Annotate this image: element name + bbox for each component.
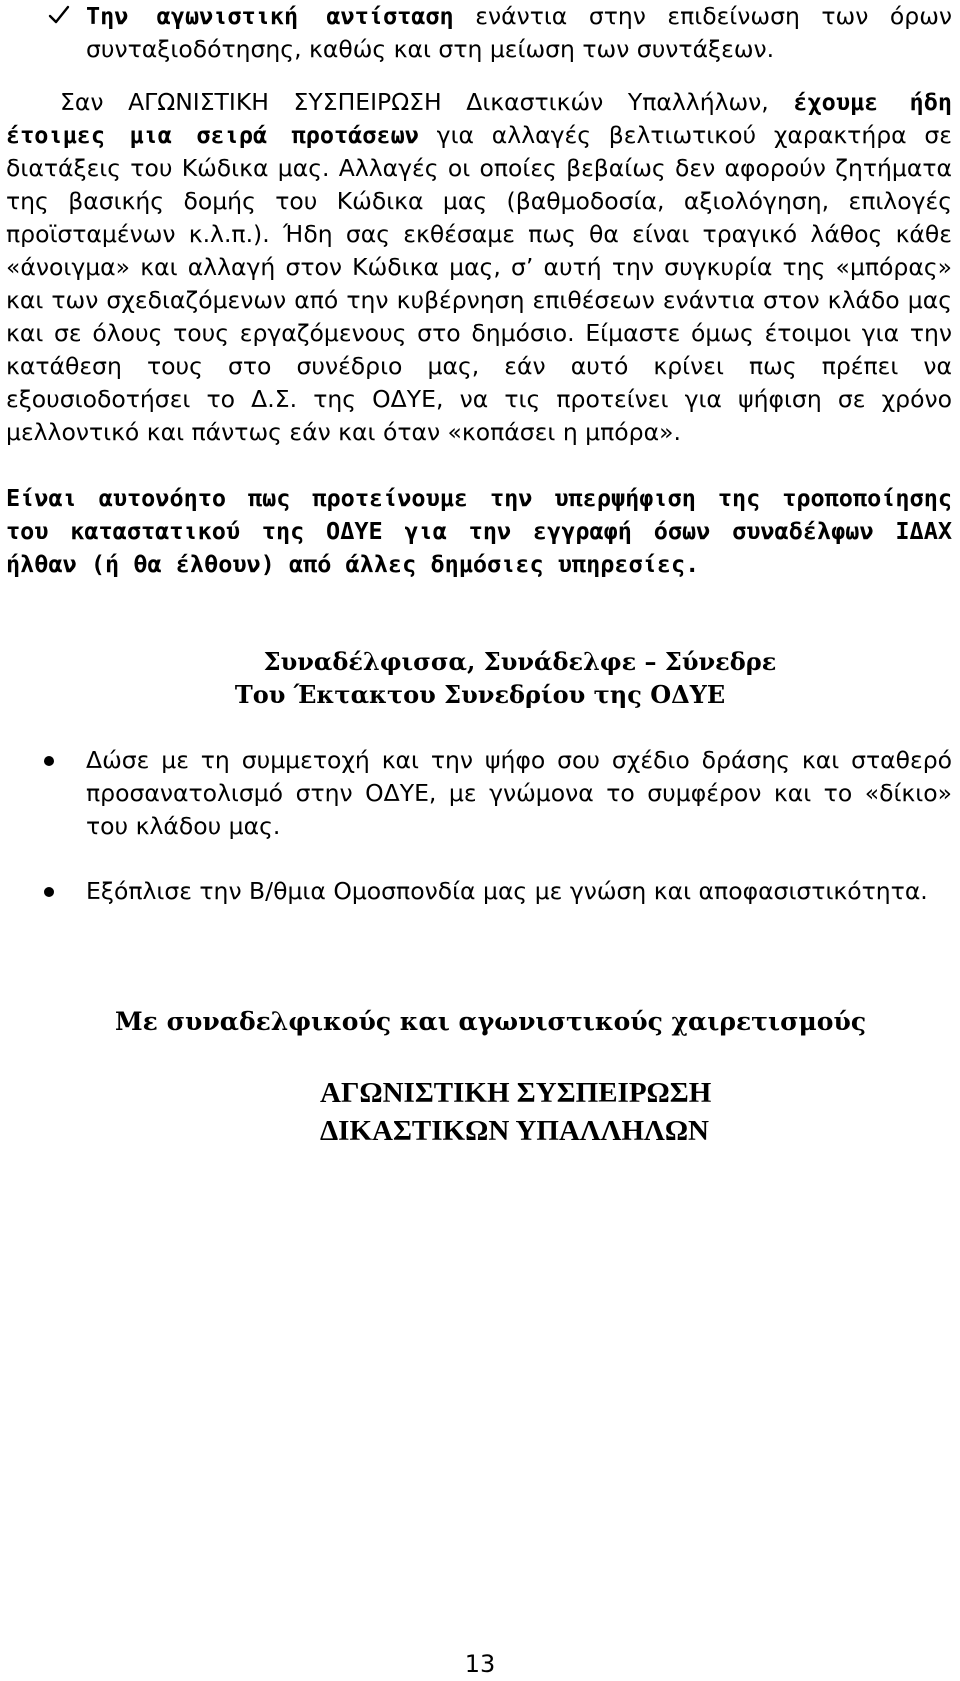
paragraph-proposals-text-2: για αλλαγές βελτιωτικού χαρακτήρα σε διατάξεις του Κώδικα μας. Αλλαγές οι οποίες βεβαίως δεν αφορούν ζητήματα της βασικής δομής του Κώδικα μας (βαθμοδοσία, αξιολόγηση, επιλογές προϊσταμένων κ.λ.π.). Ήδη σας εκθέσαμε πως θα είναι τραγικό λάθος κάθε «άνοιγμα» και αλλαγή στον Κώδικα μας, σ’ αυτή την συγκυρία της «μπόρας» και των σχεδιαζόμενων από την κυβέρνηση επιθέσεων ενάντια στον κλάδο μας και σε όλους τους εργαζόμενους στο δημόσιο. Είμαστε όμως έτοιμοι για την κατάθεση τους στο συνέδριο μας, εάν αυτό κρίνει πως πρέπει να εξουσιοδοτήσει το Δ.Σ. της ΟΔΥΕ, να τις προτείνει για ψήφιση σε χρόνο μελλοντικό και πάντως εάν και όταν «κοπάσει η μπόρα». <box>6 121 952 446</box>
paragraph-proposals-bold: έχουμε ήδη έτοιμες μια σειρά προτάσεων <box>6 88 953 149</box>
bullet-dot-icon <box>44 887 54 897</box>
bullet-dot-icon <box>44 756 54 766</box>
bullet-item-1: Δώσε με τη συμμετοχή και την ψήφο σου σχέδιο δράσης και σταθερό προσανατολισμό στην ΟΔΥΕ, με γνώμονα το συμφέρον και το «δίκιο» του κλάδου μας. <box>86 746 952 840</box>
signature-line-2: ΔΙΚΑΣΤΙΚΩΝ ΥΠΑΛΛΗΛΩΝ <box>320 1115 709 1147</box>
address-line-2: Του Έκτακτου Συνεδρίου της ΟΔΥΕ <box>234 680 726 709</box>
check-item <box>86 0 952 66</box>
check-item-lead: Την αγωνιστική αντίσταση <box>86 2 454 30</box>
closing-greeting: Με συναδελφικούς και αγωνιστικούς χαιρετισμούς <box>115 1007 867 1036</box>
paragraph-proposals <box>6 86 952 449</box>
check-item-text: ενάντια στην επιδείνωση των όρων συνταξιοδότησης, καθώς και στη μείωση των συντάξεων. <box>86 2 952 63</box>
bullet-item-2: Εξόπλισε την Β/θμια Ομοσπονδία μας με γνώση και αποφασιστικότητα. <box>86 877 928 905</box>
address-line-1: Συναδέλφισσα, Συνάδελφε – Σύνεδρε <box>263 647 777 676</box>
page-number: 13 <box>464 1650 496 1678</box>
paragraph-proposals-text-1: Σαν ΑΓΩΝΙΣΤΙΚΗ ΣΥΣΠΕΙΡΩΣΗ Δικαστικών Υπαλλήλων, <box>60 88 794 116</box>
signature-line-1: ΑΓΩΝΙΣΤΙΚΗ ΣΥΣΠΕΙΡΩΣΗ <box>320 1077 712 1109</box>
checkmark-icon <box>48 4 70 26</box>
paragraph-idax: Είναι αυτονόητο πως προτείνουμε την υπερψήφιση της τροποποίησης του καταστατικού της ΟΔΥΕ για την εγγραφή όσων συναδέλφων ΙΔΑΧ ήλθαν (ή θα έλθουν) από άλλες δημόσιες υπηρεσίες. <box>6 484 952 578</box>
